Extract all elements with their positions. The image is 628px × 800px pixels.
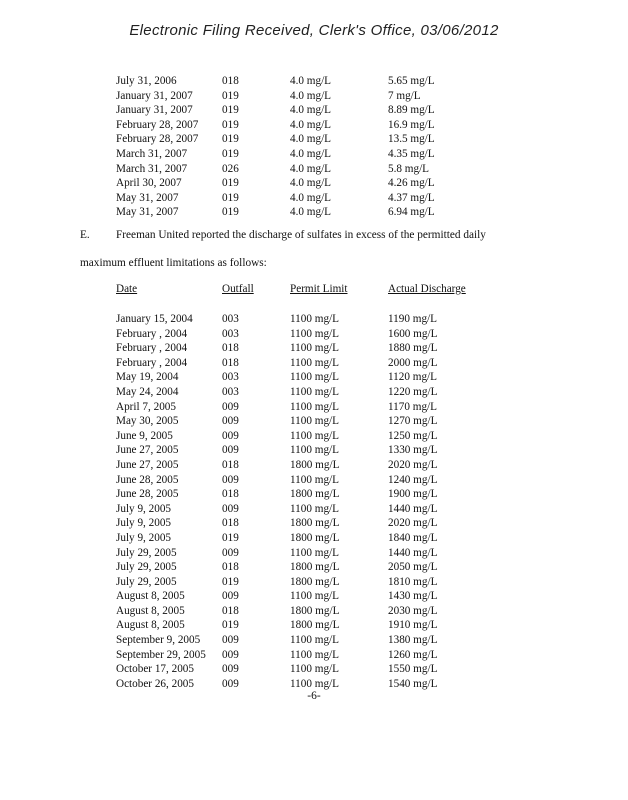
cell-permit-limit: 1100 mg/L — [290, 677, 339, 690]
cell-permit-limit: 4.0 mg/L — [290, 162, 332, 175]
cell-date: August 8, 2005 — [116, 604, 185, 617]
table-row — [116, 546, 536, 561]
cell-permit-limit: 4.0 mg/L — [290, 89, 332, 102]
cell-permit-limit: 1100 mg/L — [290, 415, 339, 428]
cell-permit-limit: 1100 mg/L — [290, 342, 339, 355]
table-row — [116, 516, 536, 531]
cell-permit-limit: 4.0 mg/L — [290, 191, 332, 204]
cell-permit-limit: 1800 mg/L — [290, 458, 340, 471]
cell-outfall: 026 — [222, 162, 239, 175]
cell-outfall: 019 — [222, 177, 239, 190]
cell-outfall: 003 — [222, 371, 239, 384]
table-row — [116, 662, 536, 677]
table-row — [116, 147, 536, 162]
table-row — [116, 560, 536, 575]
cell-date: May 31, 2007 — [116, 191, 179, 204]
table-row — [116, 205, 536, 220]
column-header-actual-discharge: Actual Discharge — [388, 283, 466, 295]
cell-date: February 28, 2007 — [116, 118, 199, 131]
cell-actual-discharge: 4.37 mg/L — [388, 191, 435, 204]
cell-actual-discharge: 2020 mg/L — [388, 458, 438, 471]
page-number: -6- — [307, 690, 321, 702]
cell-actual-discharge: 1250 mg/L — [388, 429, 438, 442]
cell-date: October 17, 2005 — [116, 663, 194, 676]
table-row — [116, 618, 536, 633]
cell-outfall: 018 — [222, 356, 239, 369]
table-row — [116, 487, 536, 502]
cell-outfall: 019 — [222, 133, 239, 146]
cell-actual-discharge: 1190 mg/L — [388, 313, 437, 325]
cell-actual-discharge: 1430 mg/L — [388, 590, 438, 603]
cell-permit-limit: 1100 mg/L — [290, 473, 339, 486]
cell-date: March 31, 2007 — [116, 147, 188, 160]
cell-permit-limit: 1800 mg/L — [290, 619, 340, 632]
table-row — [116, 327, 536, 342]
table-row — [116, 356, 536, 371]
cell-permit-limit: 1100 mg/L — [290, 371, 339, 384]
cell-date: September 29, 2005 — [116, 648, 206, 661]
cell-actual-discharge: 1910 mg/L — [388, 619, 438, 632]
cell-outfall: 019 — [222, 118, 239, 131]
table-row — [116, 118, 536, 133]
column-header-permit-limit: Permit Limit — [290, 283, 348, 295]
column-header-date: Date — [116, 283, 138, 295]
cell-actual-discharge: 1330 mg/L — [388, 444, 438, 457]
cell-date: September 9, 2005 — [116, 634, 201, 647]
cell-actual-discharge: 1900 mg/L — [388, 488, 438, 501]
cell-outfall: 009 — [222, 677, 239, 690]
table-row — [116, 370, 536, 385]
sulfate-exceedance-table — [116, 312, 536, 691]
cell-date: July 9, 2005 — [116, 502, 172, 515]
cell-permit-limit: 1100 mg/L — [290, 634, 339, 647]
cell-outfall: 009 — [222, 634, 239, 647]
cell-permit-limit: 1100 mg/L — [290, 648, 339, 661]
section-e-text-line1: Freeman United reported the discharge of sulfates in excess of the permitted daily — [116, 229, 486, 241]
cell-outfall: 009 — [222, 473, 239, 486]
cell-date: July 9, 2005 — [116, 531, 172, 544]
cell-date: August 8, 2005 — [116, 590, 185, 603]
cell-outfall: 018 — [222, 561, 239, 574]
cell-outfall: 018 — [222, 75, 239, 87]
cell-permit-limit: 1100 mg/L — [290, 385, 339, 398]
cell-actual-discharge: 7 mg/L — [388, 89, 421, 102]
cell-date: February , 2004 — [116, 356, 188, 369]
cell-outfall: 009 — [222, 444, 239, 457]
cell-permit-limit: 1100 mg/L — [290, 663, 339, 676]
table-row — [116, 74, 536, 89]
table-row — [116, 502, 536, 517]
cell-outfall: 018 — [222, 488, 239, 501]
table-row — [116, 191, 536, 206]
cell-outfall: 009 — [222, 400, 239, 413]
cell-date: January 31, 2007 — [116, 89, 193, 102]
cell-actual-discharge: 1840 mg/L — [388, 531, 438, 544]
filing-stamp-header: Electronic Filing Received, Clerk's Office, 03/06/2012 — [129, 22, 499, 39]
cell-actual-discharge: 1600 mg/L — [388, 327, 438, 340]
cell-date: June 27, 2005 — [116, 444, 179, 457]
chloride-exceedance-table — [116, 74, 536, 220]
cell-outfall: 003 — [222, 385, 239, 398]
cell-permit-limit: 4.0 mg/L — [290, 104, 332, 117]
table-row — [116, 132, 536, 147]
section-e-text-line2: maximum effluent limitations as follows: — [80, 257, 267, 269]
cell-actual-discharge: 2000 mg/L — [388, 356, 438, 369]
cell-date: February , 2004 — [116, 327, 188, 340]
cell-date: July 29, 2005 — [116, 546, 177, 559]
section-e-label: E. — [80, 229, 90, 241]
cell-date: May 31, 2007 — [116, 206, 179, 219]
cell-permit-limit: 4.0 mg/L — [290, 133, 332, 146]
cell-outfall: 019 — [222, 191, 239, 204]
cell-permit-limit: 1800 mg/L — [290, 604, 340, 617]
table-row — [116, 312, 536, 327]
cell-date: April 30, 2007 — [116, 177, 182, 190]
cell-actual-discharge: 1550 mg/L — [388, 663, 438, 676]
cell-actual-discharge: 5.8 mg/L — [388, 162, 430, 175]
cell-actual-discharge: 1380 mg/L — [388, 634, 438, 647]
cell-outfall: 003 — [222, 313, 239, 325]
cell-permit-limit: 1100 mg/L — [290, 444, 339, 457]
cell-actual-discharge: 8.89 mg/L — [388, 104, 435, 117]
cell-date: October 26, 2005 — [116, 677, 194, 690]
cell-outfall: 009 — [222, 546, 239, 559]
table-row — [116, 341, 536, 356]
cell-permit-limit: 1100 mg/L — [290, 502, 339, 515]
table-row — [116, 162, 536, 177]
cell-outfall: 019 — [222, 147, 239, 160]
cell-actual-discharge: 2030 mg/L — [388, 604, 438, 617]
table-row — [116, 458, 536, 473]
cell-outfall: 009 — [222, 429, 239, 442]
table-row — [116, 103, 536, 118]
cell-outfall: 018 — [222, 342, 239, 355]
cell-permit-limit: 4.0 mg/L — [290, 206, 332, 219]
cell-date: April 7, 2005 — [116, 400, 176, 413]
cell-actual-discharge: 1120 mg/L — [388, 371, 437, 384]
cell-permit-limit: 1100 mg/L — [290, 356, 339, 369]
cell-date: June 28, 2005 — [116, 488, 179, 501]
cell-date: February 28, 2007 — [116, 133, 199, 146]
cell-date: June 27, 2005 — [116, 458, 179, 471]
cell-permit-limit: 1100 mg/L — [290, 313, 339, 325]
cell-outfall: 009 — [222, 502, 239, 515]
cell-actual-discharge: 1170 mg/L — [388, 400, 437, 413]
table-row — [116, 473, 536, 488]
table-row — [116, 429, 536, 444]
table-row — [116, 400, 536, 415]
cell-outfall: 019 — [222, 531, 239, 544]
table-row — [116, 414, 536, 429]
cell-outfall: 009 — [222, 415, 239, 428]
cell-permit-limit: 4.0 mg/L — [290, 177, 332, 190]
cell-outfall: 019 — [222, 206, 239, 219]
cell-date: May 24, 2004 — [116, 385, 179, 398]
cell-outfall: 019 — [222, 619, 239, 632]
cell-actual-discharge: 1880 mg/L — [388, 342, 438, 355]
cell-actual-discharge: 1810 mg/L — [388, 575, 438, 588]
cell-outfall: 019 — [222, 104, 239, 117]
cell-permit-limit: 1100 mg/L — [290, 400, 339, 413]
cell-permit-limit: 1100 mg/L — [290, 429, 339, 442]
cell-date: June 28, 2005 — [116, 473, 179, 486]
cell-date: August 8, 2005 — [116, 619, 185, 632]
cell-date: July 29, 2005 — [116, 575, 177, 588]
cell-outfall: 009 — [222, 663, 239, 676]
table-row — [116, 531, 536, 546]
cell-outfall: 019 — [222, 575, 239, 588]
cell-actual-discharge: 6.94 mg/L — [388, 206, 435, 219]
cell-outfall: 018 — [222, 517, 239, 530]
cell-actual-discharge: 2020 mg/L — [388, 517, 438, 530]
cell-permit-limit: 1800 mg/L — [290, 531, 340, 544]
cell-actual-discharge: 1540 mg/L — [388, 677, 438, 690]
cell-outfall: 018 — [222, 458, 239, 471]
cell-actual-discharge: 1240 mg/L — [388, 473, 438, 486]
cell-actual-discharge: 1440 mg/L — [388, 546, 438, 559]
cell-actual-discharge: 1220 mg/L — [388, 385, 438, 398]
cell-date: May 30, 2005 — [116, 415, 179, 428]
cell-permit-limit: 1800 mg/L — [290, 517, 340, 530]
sulfate-table-header — [116, 283, 536, 297]
cell-actual-discharge: 5.65 mg/L — [388, 75, 435, 87]
cell-outfall: 018 — [222, 604, 239, 617]
cell-permit-limit: 4.0 mg/L — [290, 147, 332, 160]
cell-actual-discharge: 1270 mg/L — [388, 415, 438, 428]
column-header-outfall: Outfall — [222, 283, 254, 295]
cell-actual-discharge: 1260 mg/L — [388, 648, 438, 661]
cell-date: July 31, 2006 — [116, 75, 177, 87]
table-row — [116, 176, 536, 191]
cell-date: January 31, 2007 — [116, 104, 193, 117]
cell-permit-limit: 1800 mg/L — [290, 575, 340, 588]
cell-outfall: 009 — [222, 590, 239, 603]
table-row — [116, 89, 536, 104]
table-row — [116, 575, 536, 590]
cell-actual-discharge: 13.5 mg/L — [388, 133, 435, 146]
cell-date: January 15, 2004 — [116, 313, 193, 325]
cell-actual-discharge: 2050 mg/L — [388, 561, 438, 574]
table-row — [116, 633, 536, 648]
cell-date: March 31, 2007 — [116, 162, 188, 175]
table-row — [116, 648, 536, 663]
table-row — [116, 589, 536, 604]
cell-actual-discharge: 16.9 mg/L — [388, 118, 435, 131]
cell-permit-limit: 1800 mg/L — [290, 488, 340, 501]
cell-outfall: 003 — [222, 327, 239, 340]
cell-date: May 19, 2004 — [116, 371, 179, 384]
cell-outfall: 009 — [222, 648, 239, 661]
cell-permit-limit: 1100 mg/L — [290, 546, 339, 559]
cell-date: June 9, 2005 — [116, 429, 173, 442]
cell-permit-limit: 1100 mg/L — [290, 327, 339, 340]
cell-date: February , 2004 — [116, 342, 188, 355]
cell-permit-limit: 1800 mg/L — [290, 561, 340, 574]
cell-permit-limit: 4.0 mg/L — [290, 75, 332, 87]
cell-actual-discharge: 1440 mg/L — [388, 502, 438, 515]
cell-permit-limit: 1100 mg/L — [290, 590, 339, 603]
cell-actual-discharge: 4.35 mg/L — [388, 147, 435, 160]
cell-date: July 9, 2005 — [116, 517, 172, 530]
cell-date: July 29, 2005 — [116, 561, 177, 574]
table-row — [116, 443, 536, 458]
table-row — [116, 385, 536, 400]
cell-outfall: 019 — [222, 89, 239, 102]
cell-permit-limit: 4.0 mg/L — [290, 118, 332, 131]
table-row — [116, 604, 536, 619]
cell-actual-discharge: 4.26 mg/L — [388, 177, 435, 190]
